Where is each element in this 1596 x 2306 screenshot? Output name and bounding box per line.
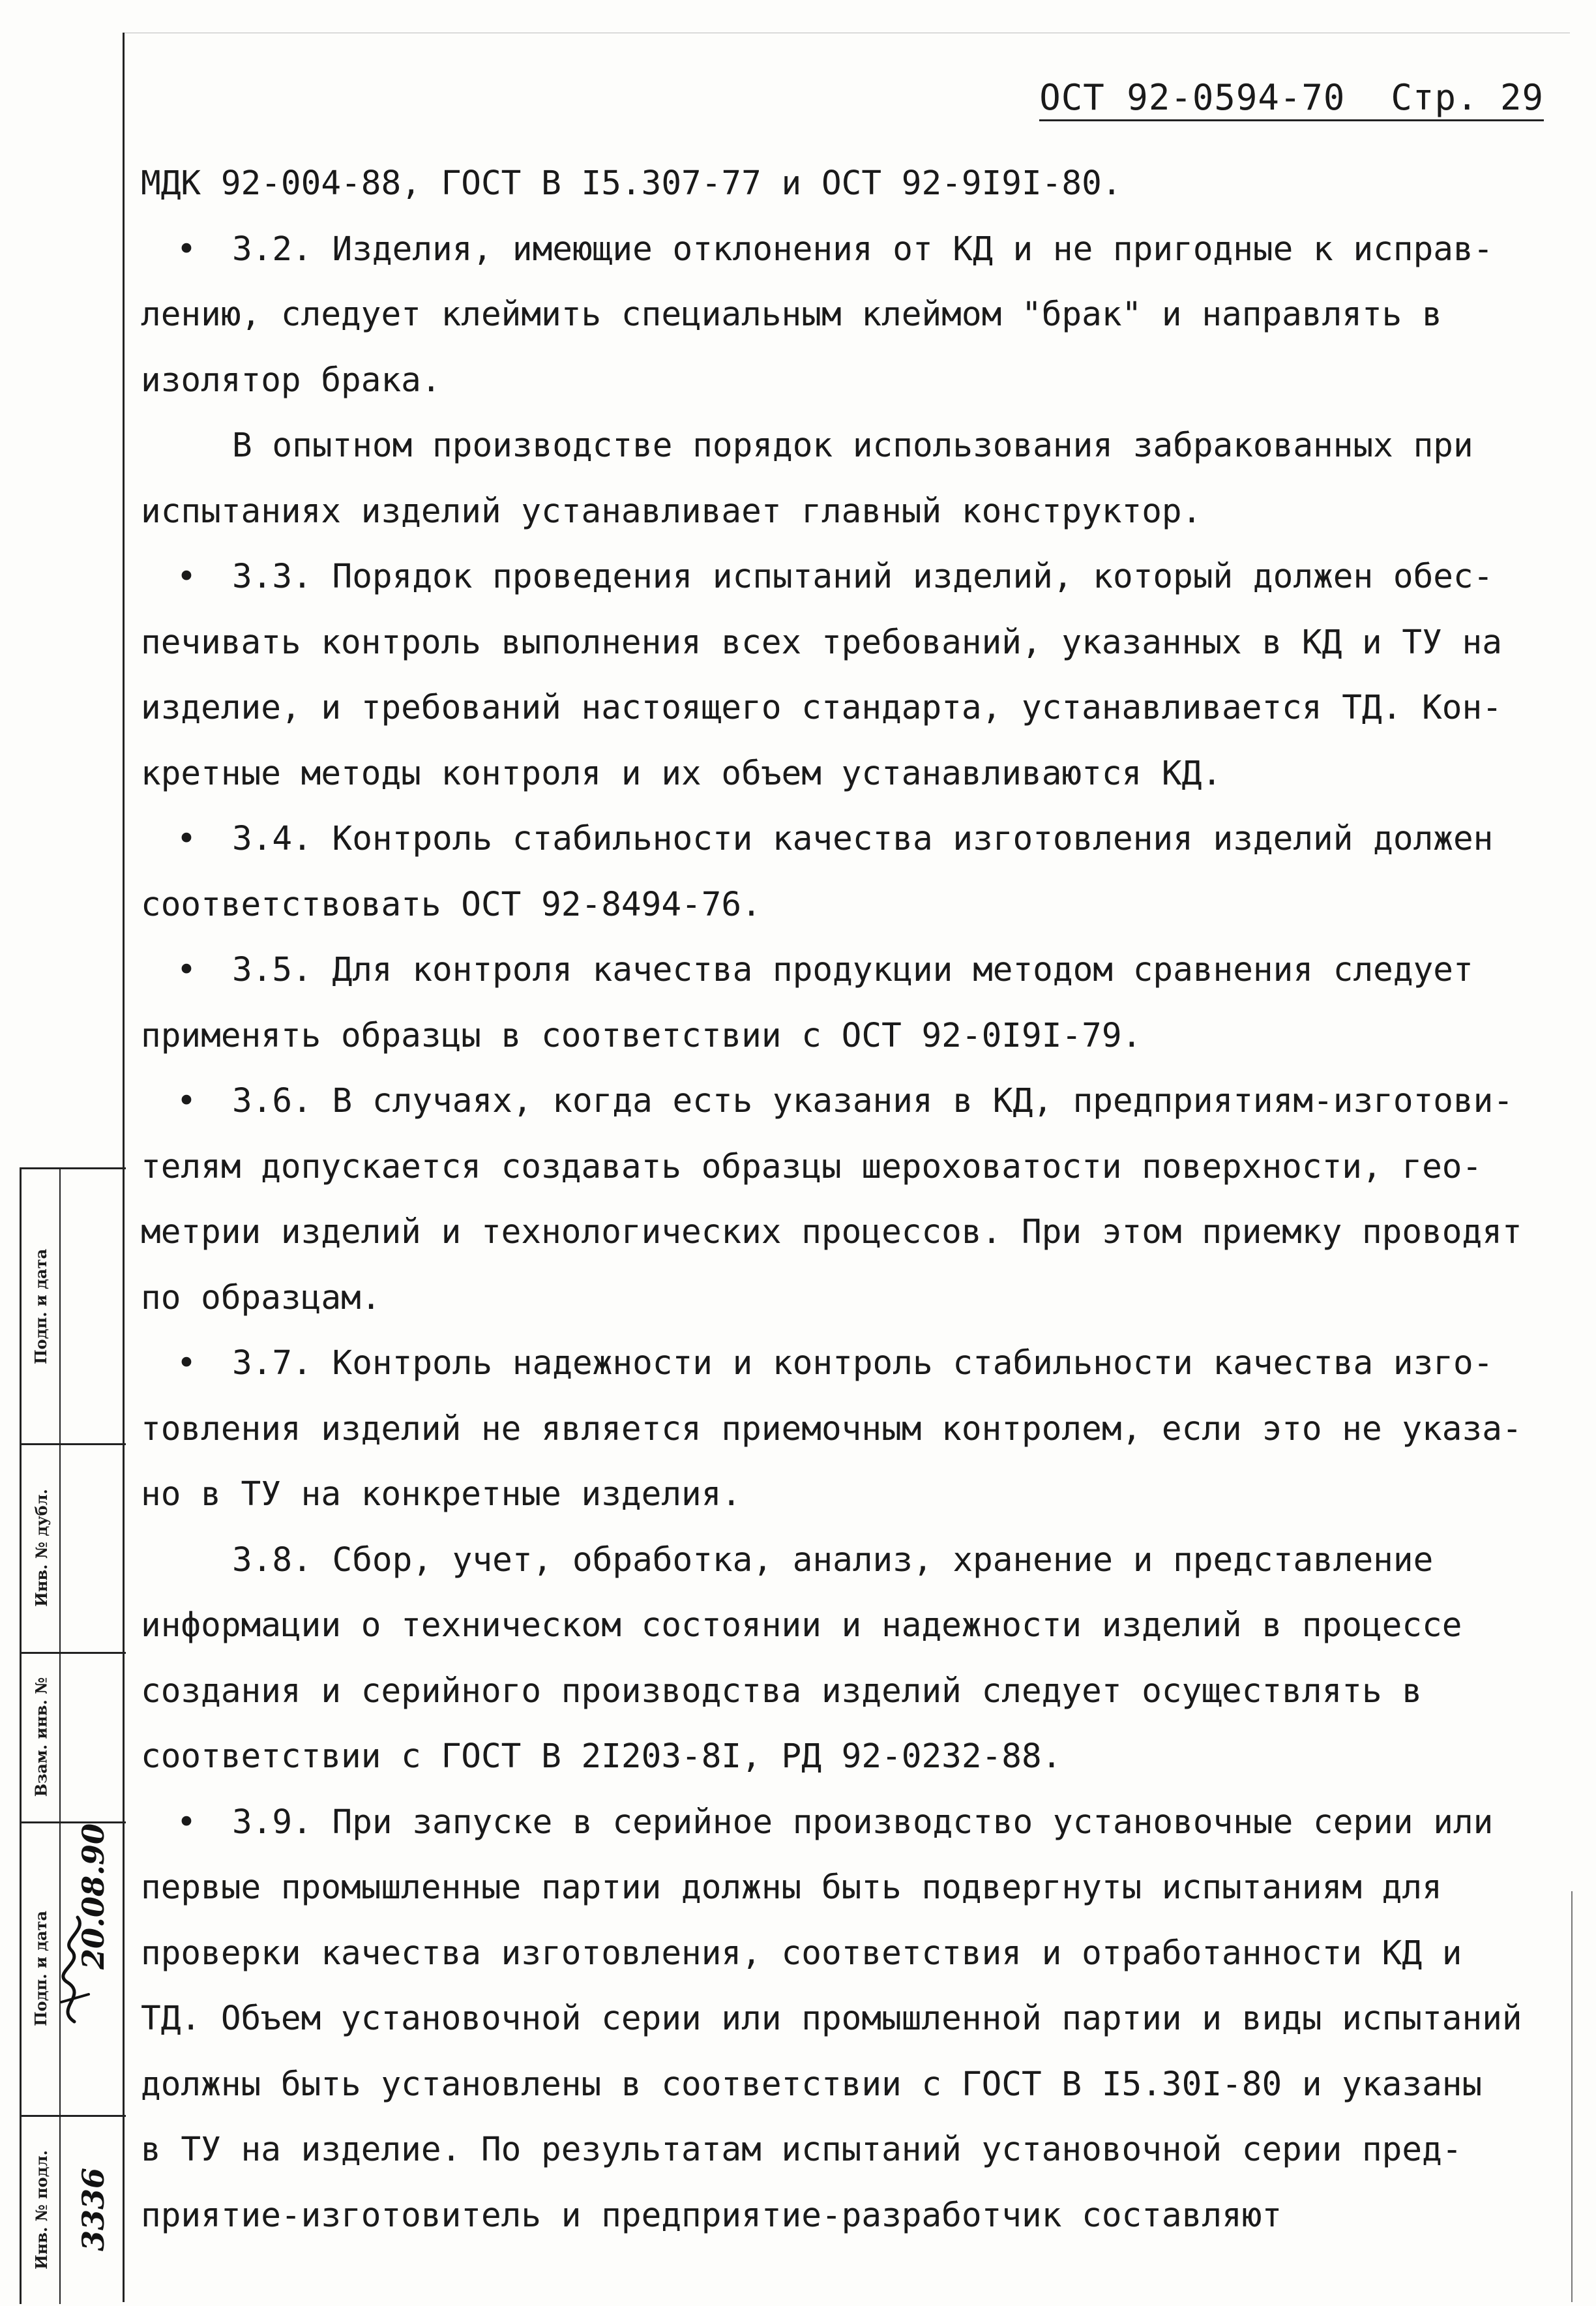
bullet-mark-icon: • [176,558,197,596]
text-line [141,1397,1549,1463]
text-line-content: лению, следует клеймить специальным клеймом "брак" и направлять в [141,295,1442,334]
text-line-content: первые промышленные партии должны быть подвергнуты испытаниям для [141,1868,1442,1907]
text-line [141,1069,1549,1135]
bullet-mark-icon: • [176,230,197,269]
text-line-content: изделие, и требований настоящего стандарта, устанавливается ТД. Кон- [141,689,1502,727]
text-line-content: по образцам. [141,1278,381,1317]
text-line-content: испытаниях изделий устанавливает главный конструктор. [141,492,1202,531]
text-line-content: товления изделий не является приемочным контролем, если это не указа- [141,1409,1522,1448]
text-line-content: 3.5. Для контроля качества продукции методом сравнения следует [232,951,1473,989]
text-line-content: приятие-изготовитель и предприятие-разработчик составляют [141,2196,1282,2235]
text-line [141,2052,1549,2118]
text-line-content: информации о техническом состоянии и надежности изделий в процессе [141,1606,1462,1645]
text-line [141,741,1549,807]
text-line [141,1855,1549,1921]
text-line-content: 3.9. При запуске в серийное производство установочные серии или [232,1803,1494,1842]
text-line [141,1004,1549,1070]
stamp-column-divider [59,1169,61,2304]
bullet-mark-icon: • [176,1082,197,1120]
stamp-handwritten-date: 20.08.90 [76,1823,111,1970]
text-line [141,2118,1549,2183]
text-line [141,807,1549,873]
bullet-mark-icon: • [176,1803,197,1842]
text-line-content: 3.8. Сбор, учет, обработка, анализ, хранение и представление [232,1540,1434,1580]
page-number: Стр. 29 [1391,77,1544,118]
text-line-content: 3.4. Контроль стабильности качества изготовления изделий должен [232,820,1494,858]
bullet-mark-icon: • [176,820,197,858]
stamp-label-duplicate-inventory: Инв. № дубл. [31,1488,51,1607]
text-line-content: метрии изделий и технологических процессов. При этом приемку проводят [141,1213,1522,1251]
text-line [141,413,1549,479]
text-line [141,1593,1549,1659]
text-line [141,1659,1549,1725]
text-line [141,1200,1549,1266]
text-line [141,479,1549,545]
text-line-content: 3.3. Порядок проведения испытаний изделий, который должен обес- [232,558,1494,596]
page-header [1039,77,1544,121]
text-line [141,1135,1549,1201]
bullet-mark-icon: • [176,951,197,989]
text-line [141,1790,1549,1856]
text-line [141,1986,1549,2052]
signature-icon [48,1911,100,2028]
text-line-content: должны быть установлены в соответствии с ГОСТ В I5.30I-80 и указаны [141,2065,1483,2104]
document-body [141,151,1549,2249]
text-line [141,282,1549,348]
text-line-content: кретные методы контроля и их объем устанавливаются КД. [141,754,1222,793]
text-line [141,676,1549,741]
text-line [141,545,1549,610]
text-line-content: 3.7. Контроль надежности и контроль стабильности качества изго- [232,1344,1494,1383]
stamp-label-signature-date-1: Подп. и дата [31,1248,51,1364]
text-line-content: изолятор брака. [141,361,441,400]
text-line-content: МДК 92-004-88, ГОСТ В I5.307-77 и ОСТ 92-9I9I-80. [141,164,1122,203]
text-line-content: телям допускается создавать образцы шероховатости поверхности, гео- [141,1147,1483,1186]
text-line-content: В опытном производстве порядок использования забракованных при [232,427,1473,465]
standard-number: ОСТ 92-0594-70 [1039,77,1346,118]
text-line-content: но в ТУ на конкретные изделия. [141,1475,742,1514]
text-line [141,151,1549,217]
text-line [141,1462,1549,1528]
stamp-label-replacement-inventory: Взам. инв. № [31,1677,51,1797]
text-line-content: печивать контроль выполнения всех требований, указанных в КД и ТУ на [141,623,1502,662]
stamp-label-signature-date-2: Подп. и дата [31,1910,51,2026]
text-line-content: 3.6. В случаях, когда есть указания в КД, предприятиям-изготови- [232,1082,1514,1120]
text-line [141,938,1549,1004]
text-line [141,873,1549,938]
text-line-content: соответствии с ГОСТ В 2I203-8I, РД 92-0232-88. [141,1737,1062,1776]
text-line [141,348,1549,414]
stamp-label-original-inventory: Инв. № подл. [31,2149,51,2269]
text-line [141,610,1549,676]
text-line-content: соответствовать ОСТ 92-8494-76. [141,885,761,924]
text-line-content: применять образцы в соответствии с ОСТ 92-0I9I-79. [141,1016,1142,1055]
text-line-content: проверки качества изготовления, соответствия и отработанности КД и [141,1934,1462,1973]
text-line [141,217,1549,283]
stamp-handwritten-inventory-number: 3336 [76,2167,111,2252]
text-line-content: ТД. Объем установочной серии или промышленной партии и виды испытаний [141,1999,1522,2038]
text-line-content: 3.2. Изделия, имеющие отклонения от КД и не пригодные к исправ- [232,230,1494,269]
text-line [141,2183,1549,2249]
text-line [141,1331,1549,1397]
text-line-content: создания и серийного производства изделий следует осуществлять в [141,1671,1423,1711]
margin-stamp-table [20,1167,126,2304]
text-line [141,1724,1549,1790]
text-line [141,1921,1549,1987]
text-line-content: в ТУ на изделие. По результатам испытаний установочной серии пред- [141,2131,1462,2169]
text-line [141,1528,1549,1594]
frame-right-border [1571,1891,1573,2302]
bullet-mark-icon: • [176,1344,197,1383]
text-line [141,1266,1549,1332]
